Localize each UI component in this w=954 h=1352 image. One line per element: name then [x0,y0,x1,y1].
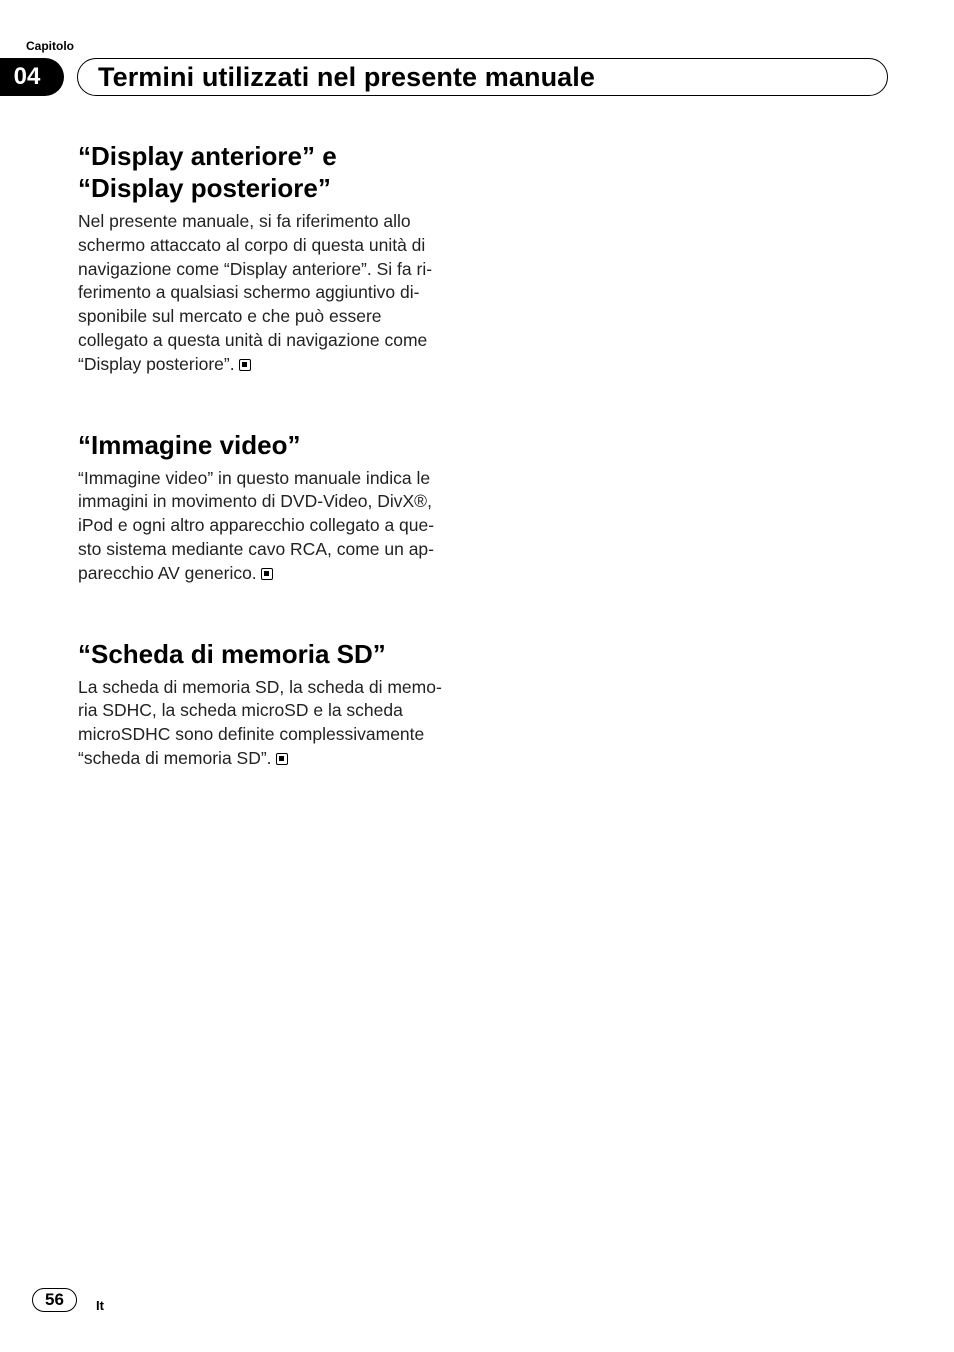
body-line: navigazione come “Display anteriore”. Si fa ri- [78,258,433,279]
end-of-section-icon [261,568,273,580]
section-body [78,210,468,377]
section-video-image [78,429,468,586]
section-heading-line: “Display anteriore” e [78,141,337,171]
language-code: It [96,1298,104,1313]
body-line: “Display posteriore”. [78,353,235,374]
body-line: “scheda di memoria SD”. [78,747,272,768]
body-line: microSDHC sono definite complessivamente [78,724,425,745]
section-heading [78,429,468,461]
end-of-section-icon [276,753,288,765]
chapter-label: Capitolo [26,39,74,53]
body-line: schermo attaccato al corpo di questa unità di [78,234,426,255]
body-line: iPod e ogni altro apparecchio collegato a que- [78,515,435,536]
body-line: collegato a questa unità di navigazione come [78,329,428,350]
section-display [78,140,468,377]
body-line: immagini in movimento di DVD-Video, DivX®, [78,491,432,512]
section-heading-line: “Immagine video” [78,429,301,460]
section-heading [78,140,468,204]
body-line: ria SDHC, la scheda microSD e la scheda [78,700,403,721]
end-of-section-icon [239,359,251,371]
body-line: sponibile sul mercato e che può essere [78,306,382,327]
section-heading [78,638,468,670]
body-line: La scheda di memoria SD, la scheda di memo- [78,676,442,697]
section-body [78,467,468,586]
section-body [78,676,468,771]
page-number: 56 [32,1288,77,1312]
body-line: ferimento a qualsiasi schermo aggiuntivo di- [78,282,420,303]
section-heading-line: “Scheda di memoria SD” [78,638,386,669]
body-line: parecchio AV generico. [78,562,257,583]
body-line: “Immagine video” in questo manuale indica le [78,467,431,488]
section-sd-card [78,638,468,771]
section-heading-line: “Display posteriore” [78,173,331,203]
body-line: Nel presente manuale, si fa riferimento allo [78,211,411,231]
chapter-title: Termini utilizzati nel presente manuale [98,61,596,92]
chapter-number-tab: 04 [0,58,64,96]
body-line: sto sistema mediante cavo RCA, come un ap- [78,538,434,559]
main-content [78,140,468,771]
chapter-title-bar [77,58,888,96]
